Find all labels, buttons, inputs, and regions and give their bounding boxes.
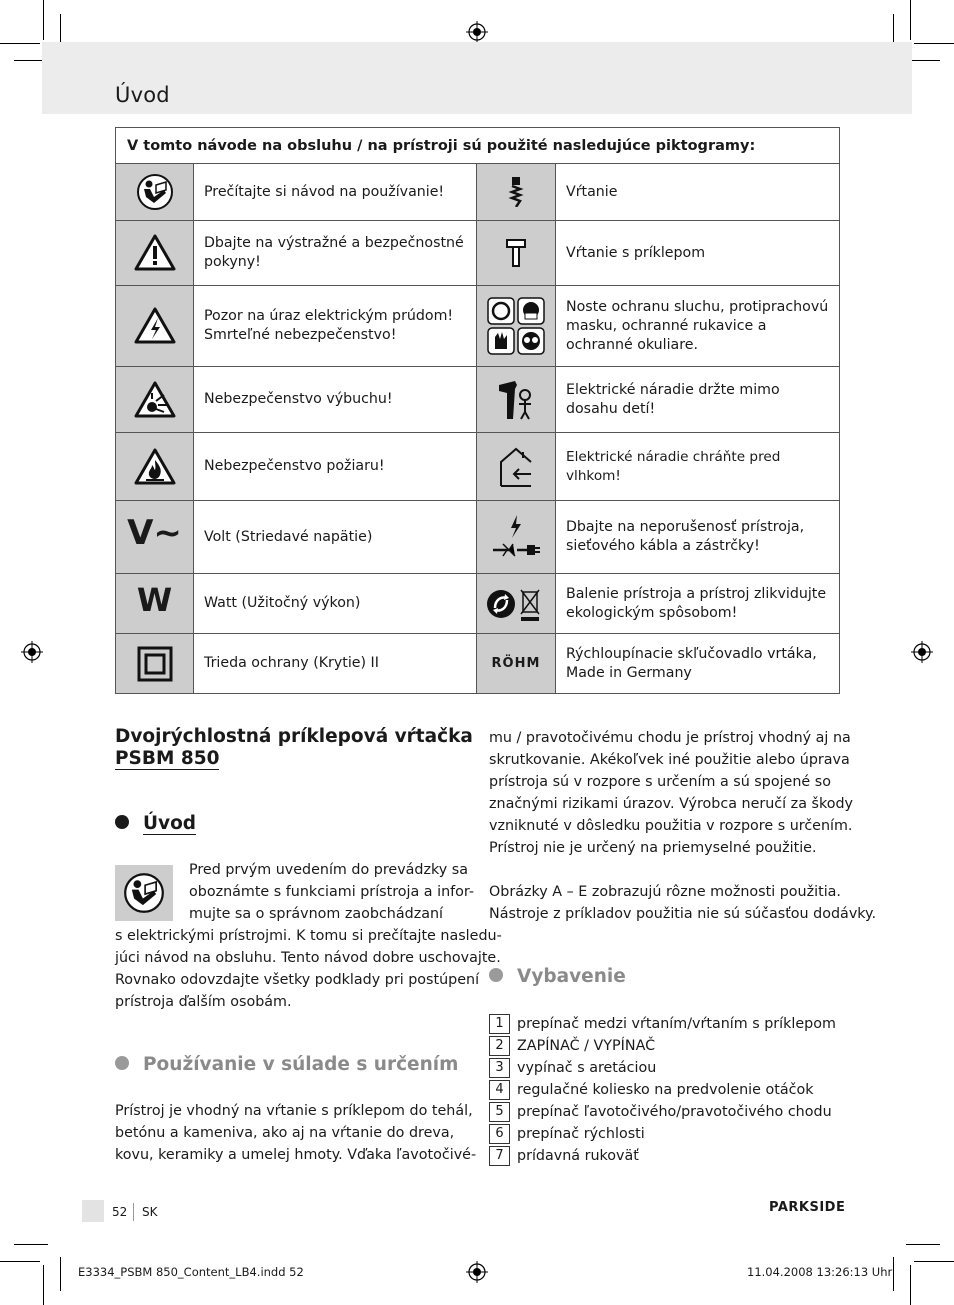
pictogram-text: Vŕtanie s príklepom [556,221,840,286]
pictogram-text: Vŕtanie [556,164,840,221]
pictogram-text: Trieda ochrany (Krytie) II [194,634,477,694]
electric-shock-icon [134,307,176,345]
pictogram-table-heading: V tomto návode na obsluhu / na prístroji sú použité nasledujúce piktogramy: [116,128,840,164]
drill-bit-icon [508,177,524,207]
intended-use-continued: mu / pravotočivému chodu je prístroj vhodný aj na skrutkovanie. Akékoľvek iné použitie alebo úprava prístroja sú v rozpore s určením a sú spojené so značnými rizikami úrazov. Výrobca neručí za škody vzniknuté v dôsledku použitia v rozpore s určením. Prístroj nie je určený na priemyselné použitie. [489,730,853,856]
pictogram-text: Watt (Užitočný výkon) [194,574,477,634]
icon-cell [477,574,556,634]
page-number: 52 [112,1205,128,1219]
icon-cell [477,367,556,433]
pictogram-text: Noste ochranu sluchu, protiprachovú masku, ochranné rukavice a ochranné okuliare. [556,286,840,367]
read-manual-icon [136,173,174,211]
registration-mark-icon [466,21,488,43]
rohm-logo-icon: RÖHM [491,656,541,671]
crop-mark [906,1244,940,1245]
pictogram-text: Prečítajte si návod na používanie! [194,164,477,221]
intro-text-indented: Pred prvým uvedením do prevádzky sa oboznámte s funkciami prístroja a infor- mujte sa o správnom zaobchádzaní [189,862,475,922]
crop-mark [914,1261,954,1262]
divider [133,1203,134,1221]
icon-cell [116,367,194,433]
table-row [116,164,840,221]
watt-icon: W [136,580,173,619]
icon-cell [116,164,194,221]
crop-mark [43,0,44,40]
product-title: Dvojrýchlostná príklepová vŕtačka PSBM 850 [115,726,473,769]
table-row [116,634,840,694]
crop-mark [910,0,911,40]
intro-icon-box [115,865,173,921]
protective-equipment-icon [487,297,545,355]
registration-mark-icon [911,641,933,663]
pictogram-table [115,127,840,694]
pictogram-text: Dbajte na výstražné a bezpečnostné pokyny! [194,221,477,286]
timestamp: 11.04.2008 13:26:13 Uhr [747,1265,893,1279]
crop-mark [910,1265,911,1305]
pictogram-text: Balenie prístroja a prístroj zlikvidujte ekologickým spôsobom! [556,574,840,634]
pictogram-text: Elektrické náradie chráňte pred vlhkom! [556,433,840,501]
icon-cell [477,501,556,574]
brand-logo: PARKSIDE [769,1200,846,1215]
table-row [116,501,840,574]
keep-away-children-icon [497,379,535,421]
icon-cell [116,433,194,501]
figures-note: Obrázky A – E zobrazujú rôzne možnosti použitia. Nástroje z príkladov použitia nie sú súčasťou dodávky. [489,884,877,922]
table-row [116,286,840,367]
table-row [116,367,840,433]
icon-cell [116,221,194,286]
table-row [116,433,840,501]
icon-cell [116,501,194,574]
volt-ac-icon: V~ [127,513,182,553]
pictogram-text: Rýchloupínacie skľučovadlo vrtáka, Made in Germany [556,634,840,694]
icon-cell [116,574,194,634]
crop-mark [60,1257,61,1291]
table-row [116,221,840,286]
section-heading-equipment: Vybavenie [489,966,626,987]
crop-mark [0,43,40,44]
protection-class-ii-icon [137,646,173,682]
read-manual-icon [123,872,165,914]
icon-cell [477,433,556,501]
warning-triangle-icon [134,234,176,272]
page-tab [82,1200,104,1222]
table-row [116,574,840,634]
pictogram-text: Elektrické náradie držte mimo dosahu detí! [556,367,840,433]
intro-text: s elektrickými prístrojmi. K tomu si prečítajte nasledu- júci návod na obsluhu. Tento návod dobre uschovajte. Rovnako odovzdajte všetky podklady pri postúpení prístroja ďalším osobám. [115,928,502,1010]
recycle-icon [487,586,545,622]
registration-mark-icon [21,641,43,663]
pictogram-text: Dbajte na neporušenosť prístroja, sieťového kábla a zástrčky! [556,501,840,574]
icon-cell [477,221,556,286]
fire-icon [134,448,176,486]
section-heading-intended-use: Používanie v súlade s určením [115,1054,458,1075]
crop-mark [893,1257,894,1291]
hammer-icon [506,239,526,267]
crop-mark [43,1265,44,1305]
indoor-use-icon [498,446,534,488]
pictogram-text: Volt (Striedavé napätie) [194,501,477,574]
icon-cell [116,634,194,694]
icon-cell [116,286,194,367]
header-band [42,42,912,114]
crop-mark [914,43,954,44]
icon-cell [477,164,556,221]
pictogram-text: Nebezpečenstvo výbuchu! [194,367,477,433]
bullet-icon [115,815,129,829]
damaged-cable-icon [491,514,541,560]
explosion-icon [134,381,176,419]
crop-mark [14,1244,48,1245]
icon-cell [477,634,556,694]
crop-mark [0,1261,40,1262]
bullet-icon [115,1056,129,1070]
pictogram-text: Pozor na úraz elektrickým prúdom! Smrteľné nebezpečenstvo! [194,286,477,367]
page-title: Úvod [115,83,170,107]
pictogram-text: Nebezpečenstvo požiaru! [194,433,477,501]
language-code: SK [142,1205,158,1219]
registration-mark-icon [466,1261,488,1283]
intended-use-text: Prístroj je vhodný na vŕtanie s príklepom do tehál, betónu a kameniva, ako aj na vŕtanie do dreva, kovu, keramiky a umelej hmoty. Vďaka ľavotočivé- [115,1103,477,1163]
icon-cell [477,286,556,367]
bullet-icon [489,968,503,982]
section-heading-intro: Úvod [115,813,196,834]
file-info: E3334_PSBM 850_Content_LB4.indd 52 [78,1265,304,1279]
